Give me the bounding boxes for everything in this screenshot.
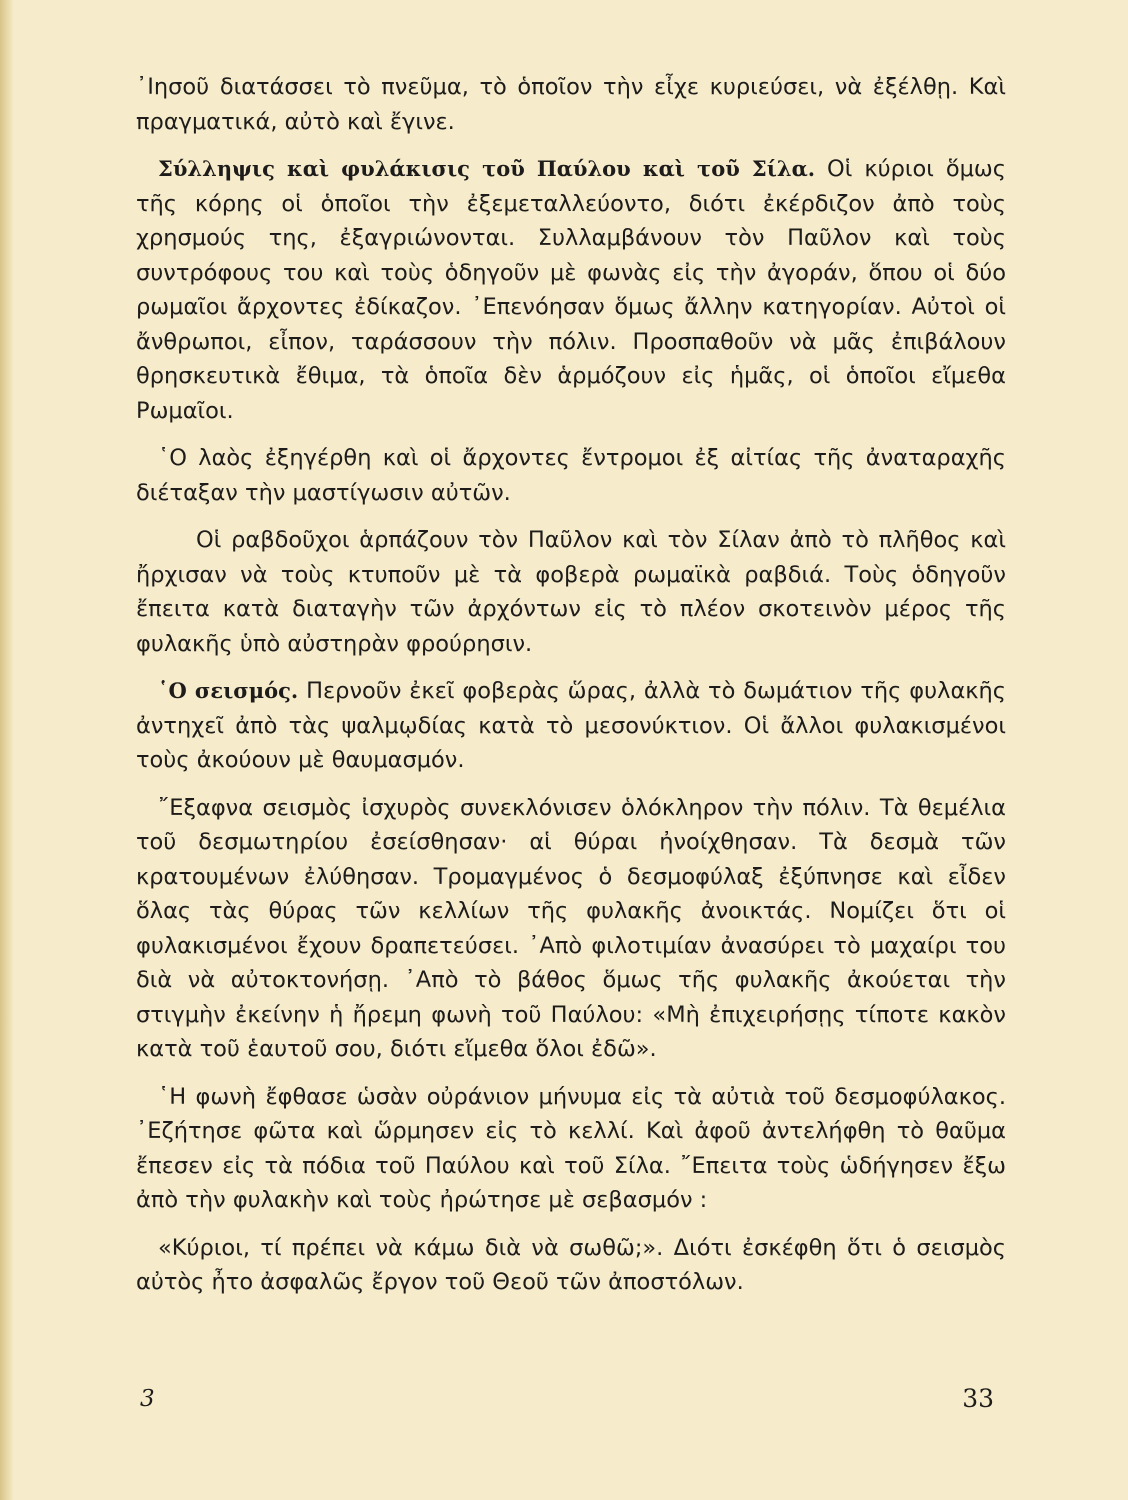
paragraph: Οἱ ραβδοῦχοι ἁρπάζουν τὸν Παῦλον καὶ τὸν Σίλαν ἀπὸ τὸ πλῆθος καὶ ἤρχισαν νὰ τοὺς κτυποῦν μὲ τὰ φοβερὰ ρωμαϊκὰ ραβδιά. Τοὺς ὁδηγοῦν ἔπειτα κατὰ διαταγὴν τῶν ἀρχόντων εἰς τὸ πλέον σκοτεινὸν μέρος τῆς φυλακῆς ὑπὸ αὐστηρὰν φρούρησιν. bbox=[136, 527, 1006, 657]
paragraph: «Κύριοι, τί πρέπει νὰ κάμω διὰ νὰ σωθῶ;». Διότι ἐσκέφθη ὅτι ὁ σεισμὸς αὐτὸς ἦτο ἀσφαλῶς ἔργον τοῦ Θεοῦ τῶν ἀποστόλων. bbox=[136, 1234, 1006, 1295]
section-heading-earthquake: ῾Ο σεισμός. bbox=[158, 678, 299, 703]
paragraph: ῾Η φωνὴ ἔφθασε ὡσὰν οὐράνιον μήνυμα εἰς τὰ αὐτιὰ τοῦ δεσμοφύλακος. ᾽Εζήτησε φῶτα καὶ ὥρμησεν εἰς τὸ κελλί. Καὶ ἀφοῦ ἀντελήφθη τὸ θαῦμα ἔπεσεν εἰς τὰ πόδια τοῦ Παύλου καὶ τοῦ Σίλα. ῎Επειτα τοὺς ὡδήγησεν ἔξω ἀπὸ τὴν φυλακὴν καὶ τοὺς ἠρώτησε μὲ σεβασμόν : bbox=[136, 1083, 1006, 1213]
paragraph: ᾽Ιησοῦ διατάσσει τὸ πνεῦμα, τὸ ὁποῖον τὴν εἶχε κυριεύσει, νὰ ἐξέλθῃ. Καὶ πραγματικά, αὐτὸ καὶ ἔγινε. bbox=[136, 74, 1006, 135]
page-body bbox=[136, 70, 1006, 1313]
section-heading-arrest: Σύλληψις καὶ φυλάκισις τοῦ Παύλου καὶ τοῦ Σίλα. bbox=[158, 156, 816, 181]
paragraph-earthquake bbox=[136, 674, 1006, 778]
paragraph: ῾Ο λαὸς ἐξηγέρθη καὶ οἱ ἄρχοντες ἔντρομοι ἐξ αἰτίας τῆς ἀναταραχῆς διέταξαν τὴν μαστίγωσιν αὐτῶν. bbox=[136, 445, 1006, 506]
signature-mark: 3 bbox=[140, 1386, 155, 1412]
paragraph-text: Οἱ κύριοι ὅμως τῆς κόρης οἱ ὁποῖοι τὴν ἐξεμεταλλεύοντο, διότι ἐκέρδιζον ἀπὸ τοὺς χρησμούς της, ἐξαγριώνονται. Συλλαμβάνουν τὸν Παῦλον καὶ τοὺς συντρόφους του καὶ τοὺς ὁδηγοῦν μὲ φωνὰς εἰς τὴν ἀγοράν, ὅπου οἱ δύο ρωμαῖοι ἄρχοντες ἐδίκαζον. ᾽Επενόησαν ὅμως ἄλλην κατηγορίαν. Αὐτοὶ οἱ ἄνθρωποι, εἶπον, ταράσσουν τὴν πόλιν. Προσπαθοῦν νὰ μᾶς ἐπιβάλουν θρησκευτικὰ ἔθιμα, τὰ ὁποῖα δὲν ἁρμόζουν εἰς ἡμᾶς, οἱ ὁποῖοι εἴμεθα Ρωμαῖοι. bbox=[136, 156, 1006, 424]
paragraph: ῎Εξαφνα σεισμὸς ἰσχυρὸς συνεκλόνισεν ὁλόκληρον τὴν πόλιν. Τὰ θεμέλια τοῦ δεσμωτηρίου ἐσείσθησαν· αἱ θύραι ἠνοίχθησαν. Τὰ δεσμὰ τῶν κρατουμένων ἐλύθησαν. Τρομαγμένος ὁ δεσμοφύλαξ ἐξύπνησε καὶ εἶδεν ὅλας τὰς θύρας τῶν κελλίων τῆς φυλακῆς ἀνοικτάς. Νομίζει ὅτι οἱ φυλακισμένοι ἔχουν δραπετεύσει. ᾽Απὸ φιλοτιμίαν ἀνασύρει τὸ μαχαίρι του διὰ νὰ αὐτοκτονήσῃ. ᾽Απὸ τὸ βάθος ὅμως τῆς φυλακῆς ἀκούεται τὴν στιγμὴν ἐκείνην ἡ ἤρεμη φωνὴ τοῦ Παύλου: «Μὴ ἐπιχειρήσῃς τίποτε κακὸν κατὰ τοῦ ἑαυτοῦ σου, διότι εἴμεθα ὅλοι ἐδῶ». bbox=[136, 794, 1006, 1062]
page-number: 33 bbox=[962, 1384, 994, 1413]
paragraph-text: Περνοῦν ἐκεῖ φοβερὰς ὥρας, ἀλλὰ τὸ δωμάτιον τῆς φυλακῆς ἀντηχεῖ ἀπὸ τὰς ψαλμῳδίας κατὰ τὸ μεσονύκτιον. Οἱ ἄλλοι φυλακισμένοι τοὺς ἀκούουν μὲ θαυμασμόν. bbox=[136, 678, 1006, 773]
paragraph-arrest bbox=[136, 152, 1006, 428]
page-binding-edge bbox=[0, 0, 14, 1500]
